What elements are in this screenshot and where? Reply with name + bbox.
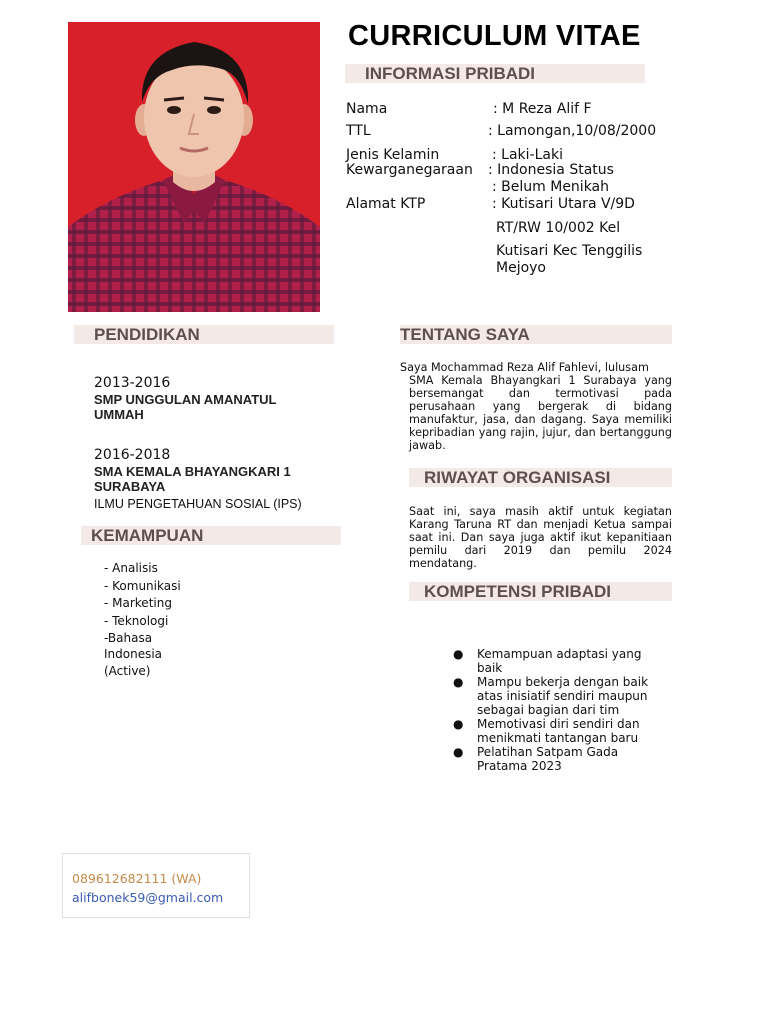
bullet-icon: ●: [453, 745, 464, 759]
page-title: CURRICULUM VITAE: [348, 20, 641, 52]
about-first-line: Saya Mochammad Reza Alif Fahlevi, lulusam: [400, 361, 649, 374]
gender-value: : Laki-Laki: [492, 147, 563, 163]
ttl-value: : Lamongan,10/08/2000: [488, 123, 657, 139]
skill-item: - Komunikasi: [104, 578, 181, 593]
name-label: Nama: [346, 101, 388, 117]
education-school-line-2: UMMAH: [94, 407, 144, 422]
contact-box: [62, 853, 250, 918]
address-line-4: Mejoyo: [496, 260, 546, 276]
education-major: ILMU PENGETAHUAN SOSIAL (IPS): [94, 497, 302, 511]
phone-number[interactable]: 089612682111 (WA): [72, 871, 202, 886]
bullet-icon: ●: [453, 675, 464, 689]
address-line-2: RT/RW 10/002 Kel: [496, 220, 621, 236]
section-header-info: INFORMASI PRIBADI: [345, 64, 645, 83]
profile-photo: [68, 22, 320, 312]
personal-info: [346, 101, 706, 301]
competence-list: [453, 647, 663, 773]
portrait-image: [68, 22, 320, 312]
education-school-line-2: SURABAYA: [94, 479, 166, 494]
citizenship-label: Kewarganegaraan: [346, 162, 473, 178]
list-item: [453, 745, 663, 773]
address-value: : Kutisari Utara V/9D: [492, 196, 635, 212]
skill-item: (Active): [104, 664, 151, 678]
gender-label: Jenis Kelamin: [346, 147, 440, 163]
section-header-about: TENTANG SAYA: [400, 325, 672, 344]
list-item: [453, 647, 663, 675]
section-header-competence: KOMPETENSI PRIBADI: [409, 582, 672, 601]
marital-status-value: : Belum Menikah: [492, 179, 610, 195]
education-school: SMA KEMALA BHAYANGKARI 1: [94, 464, 291, 479]
competence-text: Memotivasi diri sendiri dan menikmati tantangan baru: [477, 717, 640, 745]
skill-item: Indonesia: [104, 647, 163, 661]
section-header-education: PENDIDIKAN: [74, 325, 334, 344]
list-item: [453, 717, 663, 745]
name-value: : M Reza Alif F: [493, 101, 592, 117]
section-header-organization: RIWAYAT ORGANISASI: [409, 468, 672, 487]
address-line-3: Kutisari Kec Tenggilis: [496, 243, 643, 259]
education-years: 2013-2016: [94, 375, 171, 391]
competence-text: Mampu bekerja dengan baik atas inisiatif sendiri maupun sebagai bagian dari tim: [477, 675, 649, 717]
section-header-skills: KEMAMPUAN: [81, 526, 341, 545]
citizenship-value: : Indonesia Status: [488, 162, 614, 178]
education-school: SMP UNGGULAN AMANATUL: [94, 392, 277, 407]
education-entry: [94, 375, 344, 422]
skill-item: - Teknologi: [104, 613, 169, 628]
email-link[interactable]: alifbonek59@gmail.com: [72, 890, 224, 905]
competence-text: Kemampuan adaptasi yang baik: [477, 647, 642, 675]
skills-list: [104, 560, 244, 679]
organization-text: Saat ini, saya masih aktif untuk kegiatan Karang Taruna RT dan menjadi Ketua sampai saat ini. Dan saya juga aktif ikut kepanitiaan pemilu dari 2019 dan pemilu 2024 mendatang.: [409, 505, 672, 570]
about-text: SMA Kemala Bhayangkari 1 Surabaya yang bersemangat dan termotivasi pada perusahaan yang bergerak di bidang manufaktur, jasa, dan dagang. Saya memiliki kepribadian yang rajin, jujur, dan bertanggung jawab.: [409, 374, 672, 452]
bullet-icon: ●: [453, 647, 464, 661]
address-label: Alamat KTP: [346, 196, 426, 212]
list-item: [453, 675, 663, 717]
skill-item: - Analisis: [104, 561, 158, 575]
competence-text: Pelatihan Satpam Gada Pratama 2023: [477, 745, 619, 773]
education-entry: [94, 447, 344, 511]
skill-item: - Marketing: [104, 596, 172, 610]
skill-item: -Bahasa: [104, 631, 153, 645]
ttl-label: TTL: [346, 123, 371, 139]
education-years: 2016-2018: [94, 447, 171, 463]
bullet-icon: ●: [453, 717, 464, 731]
